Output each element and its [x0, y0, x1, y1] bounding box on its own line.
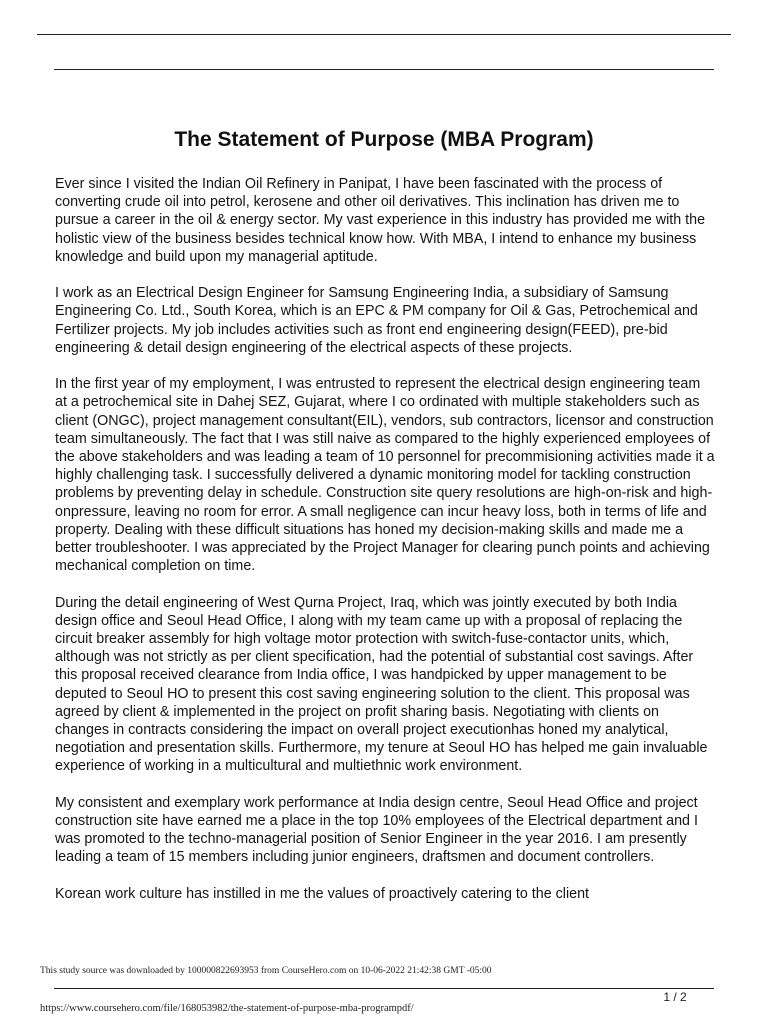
document-body [55, 175, 715, 921]
page-title: The Statement of Purpose (MBA Program) [174, 128, 594, 151]
paragraph-4: During the detail engineering of West Qurna Project, Iraq, which was jointly executed by both India design office and Seoul Head Office, I along with my team came up with a proposal of replacing the circuit breaker assembly for high voltage motor protection with switch-fuse-contactor units, which, although was not strictly as per client specification, had the potential of substantial cost savings. After this proposal received clearance from India office, I was handpicked by upper management to be deputed to Seoul HO to present this cost saving engineering solution to the client. This proposal was agreed by client & implemented in the project on profit sharing basis. Negotiating with clients on changes in contracts considering the impact on overall project executionhas honed my analytical, negotiation and presentation skills. Furthermore, my tenure at Seoul HO has helped me gain invaluable experience of working in a multicultural and multiethnic work environment. [55, 594, 708, 775]
paragraph-2: I work as an Electrical Design Engineer for Samsung Engineering India, a subsidiary of Samsung Engineering Co. Ltd., South Korea, which is an EPC & PM company for Oil & Gas, Petrochemical and Fertilizer projects. My job includes activities such as front end engineering design(FEED), pre-bid engineering & detail design engineering of the electrical aspects of these projects. [55, 285, 698, 356]
top-divider [37, 34, 731, 35]
source-url[interactable]: https://www.coursehero.com/file/168053982/the-statement-of-purpose-mba-programpdf/ [40, 1003, 414, 1014]
paragraph-1: Ever since I visited the Indian Oil Refinery in Panipat, I have been fascinated with the process of converting crude oil into petrol, kerosene and other oil derivatives. This inclination has driven me to pursue a career in the oil & energy sector. My vast experience in this industry has provided me with the holistic view of the business besides technical know how. With MBA, I intend to enhance my business knowledge and build upon my managerial aptitude. [55, 176, 706, 265]
page-indicator: 1 / 2 [663, 990, 687, 1004]
paragraph-6: Korean work culture has instilled in me the values of proactively catering to the client [55, 885, 590, 902]
header-divider [54, 69, 714, 70]
paragraph-3: In the first year of my employment, I was entrusted to represent the electrical design engineering team at a petrochemical site in Dahej SEZ, Gujarat, where I co ordinated with multiple stakeholders such as client (ONGC), project management consultant(EIL), vendors, sub contractors, licensor and construction team simultaneously. The fact that I was still naive as compared to the highly experienced employees of the above stakeholders and was leading a team of 10 personnel for precommisioning activities made it a highly challenging task. I successfully delivered a dynamic monitoring model for tackling construction problems by preventing delay in schedule. Construction site query resolutions are high-on-risk and high-onpressure, leaving no room for error. A small negligence can incur heavy loss, both in terms of life and property. Dealing with these difficult situations has honed my decision-making skills and made me a better troubleshooter. I was appreciated by the Project Manager for clearing punch points and achieving mechanical completion on time. [55, 376, 715, 575]
footer-divider [54, 988, 714, 989]
paragraph-5: My consistent and exemplary work performance at India design centre, Seoul Head Office and project construction site have earned me a place in the top 10% employees of the Electrical department and I was promoted to the techno-managerial position of Senior Engineer in the year 2016. I am presently leading a team of 15 members including junior engineers, draftsmen and document controllers. [55, 794, 698, 866]
download-watermark-note: This study source was downloaded by 100000822693953 from CourseHero.com on 10-06-2022 21:42:38 GMT -05:00 [40, 966, 492, 976]
